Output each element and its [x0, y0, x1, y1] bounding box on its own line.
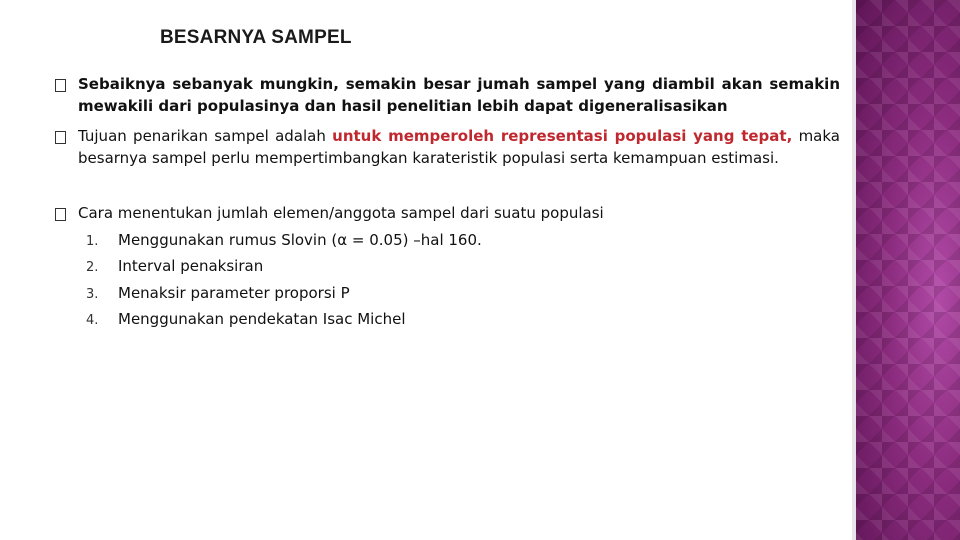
- bullet-box-icon: [55, 79, 66, 92]
- item-number: 4.: [86, 313, 99, 328]
- bullet-1-text: Sebaiknya sebanyak mungkin, semakin besar jumah sampel yang diambil akan semakin mewakili dari populasinya dan hasil penelitian lebih dapat digeneralisasikan: [78, 75, 840, 115]
- decorative-side-panel: [856, 0, 960, 540]
- bullet-box-icon: [55, 131, 66, 144]
- numbered-item-2: [86, 253, 263, 281]
- bullet-2-text: [78, 125, 840, 169]
- bullet-2-text-before: Tujuan penarikan sampel adalah: [78, 127, 333, 145]
- item-text: Menggunakan pendekatan Isac Michel: [118, 310, 406, 328]
- numbered-item-1: [86, 227, 482, 255]
- bullet-box-icon: [55, 208, 66, 221]
- numbered-item-3: [86, 280, 350, 308]
- item-text: Menaksir parameter proporsi P: [118, 284, 350, 302]
- bullet-2-highlight: untuk memperoleh representasi populasi yang tepat,: [332, 127, 793, 145]
- numbered-item-4: [86, 306, 406, 334]
- bullet-2-text-after: maka besarnya sampel perlu mempertimbangkan karateristik populasi serta kemampuan estimasi.: [78, 127, 840, 167]
- bullet-3-text: Cara menentukan jumlah elemen/anggota sampel dari suatu populasi: [78, 204, 604, 222]
- item-text: Interval penaksiran: [118, 257, 264, 275]
- item-number: 2.: [86, 260, 99, 275]
- item-number: 3.: [86, 287, 99, 302]
- slide-title: BESARNYA SAMPEL: [160, 27, 352, 48]
- item-number: 1.: [86, 234, 99, 249]
- item-text: Menggunakan rumus Slovin (α = 0.05) –hal 160.: [118, 231, 482, 249]
